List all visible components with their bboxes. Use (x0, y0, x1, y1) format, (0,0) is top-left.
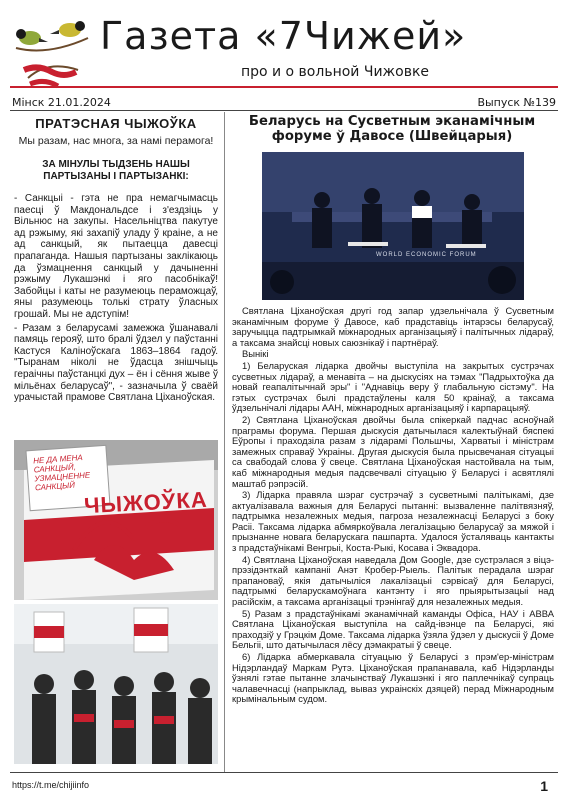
newspaper-title: Газета «7Чижей» (100, 14, 467, 58)
birds-logo-icon (8, 8, 94, 92)
issue-number: Выпуск №139 (477, 96, 556, 109)
result-item: 1) Беларуская лідарка двойчы выступіла на закрытых сустрэчах сусветных лідараў, а менавіта – на дыскусіях на тэмах "Падрыхтоўка да новай геапалітычнай эры" і "Аднавіць веру ў глабальную сістэму". На гэтых сустрэчах былі прадстаўлены каля 50 краінаў, а таксама ўдзельнічалі лідары ААН, міжнародных арганізацыяў і карпарацыяў. (232, 359, 554, 414)
masthead-rule (10, 86, 558, 88)
article-intro: Святлана Ціханоўская другі год запар удзельнічала ў Сусветным эканамічным форуме ў Давосе, каб прадставіць інтарэсы беларусаў, заручыцца падтрымкай міжнародных арганізацыяў і палітычных лідараў, а таксама знайсці новых саюзнікаў і партнёраў. (232, 305, 554, 348)
telegram-link[interactable]: https://t.me/chijiinfo (12, 780, 90, 790)
right-column (230, 114, 554, 144)
forum-logo-text: WORLD ECONOMIC FORUM (376, 252, 477, 258)
section-paragraph: - Санкцыі - гэта не пра немагчымасць паесці ў Макдональдсе і з'ездзіць у Вільнюс на закупы. Насельніцтва пакутуе ад рэжыму, які захапіў уладу ў краіне, а не ад санкцый, як пытаецца давесці прапаганда. Нашыя партызаны заклікаюць да ўзмацнення санкцый у дачыненні рэжыму Лукашэнкі і яго пасобнікаў! Забойцы і каты не разумеюць пераможцаў, яны разумеюць толькі страту ўласных грошай. Мы не адступім! (14, 193, 218, 320)
result-item: 5) Разам з прадстаўнікамі эканамічнай каманды Офіса, НАУ і АВВА Святлана Ціханоўская выступіла на сайд-івэнце па Беларусі, які праходзіў у Грэцкім Доме. Таксама лідарка ўзяла ўдзел у дыскусіі ў Доме Бельгіі, што датычылася лёсу дэмакратыі ў свеце. (232, 607, 554, 651)
page-number: 1 (540, 778, 548, 794)
issue-bar (12, 96, 556, 110)
column-divider (224, 112, 225, 772)
newspaper-subtitle: про и о вольной Чижовке (240, 64, 430, 80)
protest-crowd-photo (14, 604, 218, 764)
section-paragraph: - Разам з беларусамі замежжа ўшанавалі памяць герояў, што бралі ўдзел у паўстанні Кастуся Каліноўскага 1863–1864 гадоў. "Тыранам ніколі не ўдасца знішчыць гераічны паўстанцкі дух – ён і сёння жыве ў мільёнах беларусаў", - зазначыла ў сваёй урачыстай прамове Святлана Ціханоўская. (14, 322, 218, 404)
masthead (0, 0, 566, 96)
forum-illustration (262, 152, 524, 300)
result-item: 6) Лідарка абмеркавала сітуацыю ў Беларусі з прэм'ер-міністрам Нідэрландаў Маркам Рутэ. Ціханоўская прапанавала, каб Нідэрланды ўзнялі гэтае пытанне злачынстваў Лукашэнкі і яго паплечнікаў супраць чалавечнасці (напрыклад, вываз украінскіх дзяцей) перад Міжнародным крымінальным судом. (232, 651, 554, 705)
footer-rule (10, 772, 558, 773)
section-motto: Мы разам, нас многа, за намі перамога! (18, 135, 214, 147)
banner-text: ЧЫЖОЎКА (83, 486, 209, 519)
result-item: 3) Лідарка правяла шэраг сустрэчаў з сусветнымі палітыкамі, дзе актуалізавала важныя для Беларусі пытанні: вызваленне палітвязняў, падтрымка незалежных медыя, пагроза незалежнасці Беларусі з боку Расіі. Таксама лідарка абмяркоўвала легалізацыю беларусаў за мяжой і прызнанне новага беларускага пашпарта. Удалося ўсталяваць кантакты з прадстаўнікамі Венгрыі, Коста-Рыкі, Косава і Эквадора. (232, 489, 554, 554)
issue-date: Мінск 21.01.2024 (12, 96, 111, 109)
protest-banner-photo (14, 440, 218, 600)
crowd-illustration (14, 604, 218, 764)
left-column (14, 114, 218, 406)
davos-forum-photo (262, 152, 524, 300)
section-heading: ПРАТЭСНАЯ ЧЫЖОЎКА (35, 116, 197, 131)
article-title: Беларусь на Сусветным эканамічным форуме ў Давосе (Швейцарыя) (248, 114, 536, 144)
result-item: 2) Святлана Ціханоўская двойчы была спікеркай падчас асноўнай праграмы форума. Першая дыскусія датычылася калектыўнай бяспекі Еўропы і праходзіла разам з лідарамі Польшчы, Харватыі і міністрам замежных справаў Украіны. Другая дыскусія была прысвечаная сітуацыі са свабодай слова ў свеце. Святлана Ціханоўская настойвала на тым, каб міжнародныя медыя падсвечвалі сітуацыю ў Беларусі і асвятлялі маштаб рэпрэсій. (232, 413, 554, 489)
poster-text: НЕ ДА МЕНА САНКЦЫЙ, УЗМАЦНЕННЕ САНКЦЫЙ (32, 453, 91, 493)
article-body (232, 306, 554, 706)
footer (12, 776, 554, 798)
section-body (14, 193, 218, 404)
result-item: 4) Святлана Ціханоўская наведала Дом Google, дзе сустрэлася з віцэ-прэзідэнткай кампаніі Анэт Кробер-Рыель. Палітык перадала шэраг прапановаў, якія датычыліся лакалізацыі сэрвісаў для Беларусі, падтрымкі беларускамоўнага кантэнту і яго прыярытызацыі над расійскім, а таксама арганізацыі трэнінгаў для незалежных медыя. (232, 553, 554, 608)
issue-rule (10, 110, 558, 111)
results-label: Вынікі (242, 348, 269, 360)
section-subheading: ЗА МІНУЛЫ ТЫДЗЕНЬ НАШЫ ПАРТЫЗАНЫ І ПАРТЫЗАНКІ: (42, 159, 190, 182)
